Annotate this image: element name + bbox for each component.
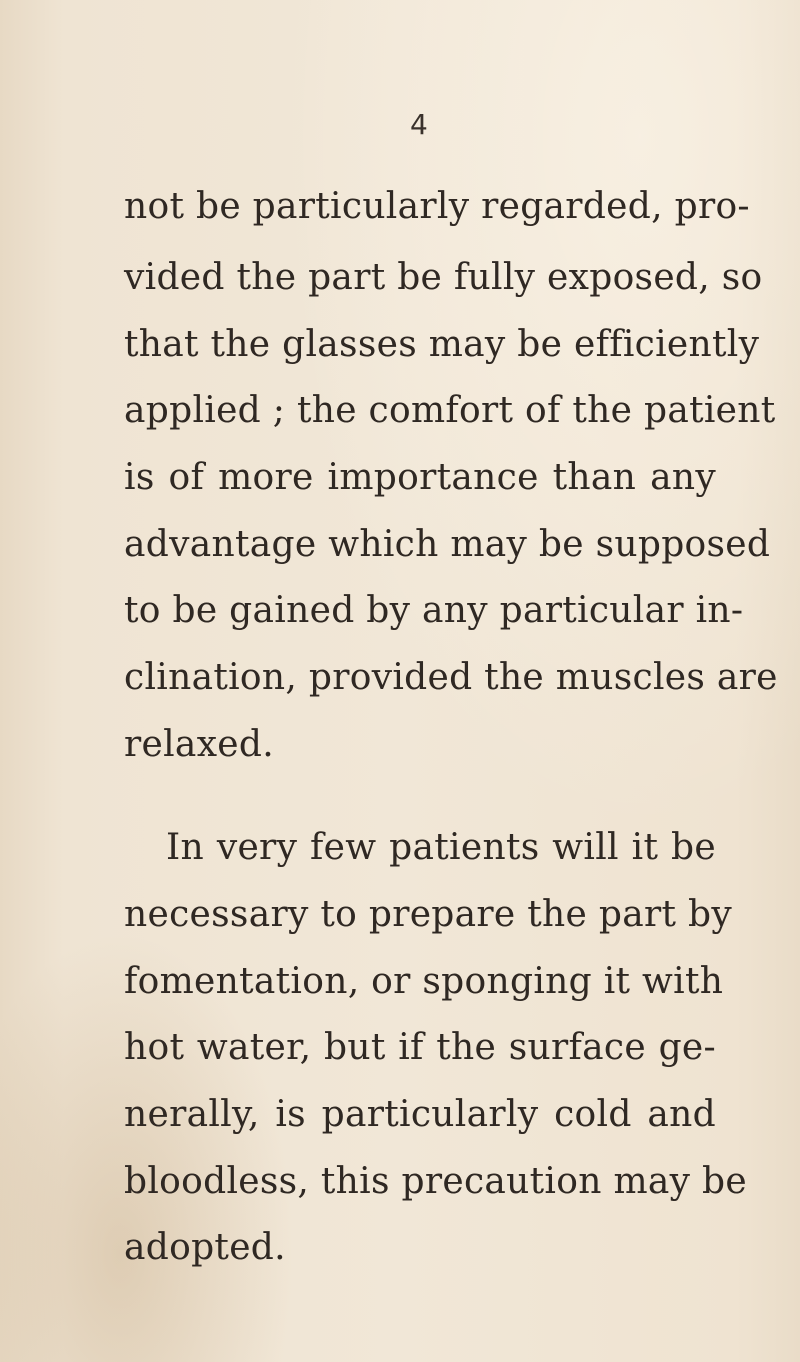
text-line: nerally, is particularly cold and [124,1094,716,1135]
text-line: to be gained by any particular in- [124,590,744,631]
text-line: necessary to prepare the part by [124,894,732,935]
text-line: clination, provided the muscles are [124,657,778,698]
text-line: vided the part be fully exposed, so [124,257,763,298]
page-number: 4 [410,108,428,141]
text-line: hot water, but if the surface ge- [124,1027,716,1068]
text-line: advantage which may be supposed [124,524,771,565]
text-line: In very few patients will it be [166,827,716,868]
text-line: fomentation, or sponging it with [124,961,724,1002]
text-line: bloodless, this precaution may be [124,1161,747,1202]
text-line: applied ; the comfort of the patient [124,390,776,431]
text-line: not be particularly regarded, pro- [124,186,750,227]
text-line: that the glasses may be efficiently [124,324,760,365]
text-line: is of more importance than any [124,457,716,498]
text-line: adopted. [124,1227,286,1268]
text-line: relaxed. [124,724,274,765]
